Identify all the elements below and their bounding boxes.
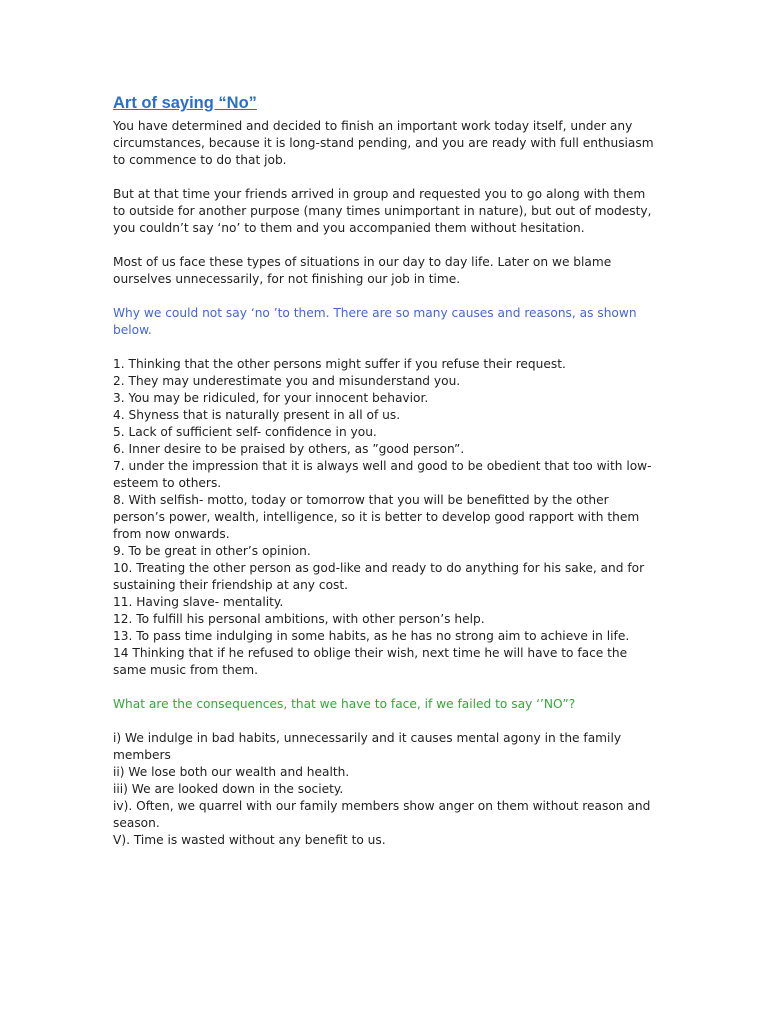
list-item: 3. You may be ridiculed, for your innocent behavior. xyxy=(113,391,429,405)
list-item: 12. To fulfill his personal ambitions, with other person’s help. xyxy=(113,612,485,626)
causes-list xyxy=(113,356,658,679)
document-title: Art of saying “No” xyxy=(113,94,257,112)
list-item: 11. Having slave- mentality. xyxy=(113,595,284,609)
list-item: i) We indulge in bad habits, unnecessarily and it causes mental agony in the family members xyxy=(113,731,622,762)
causes-heading: Why we could not say ‘no ’to them. There are so many causes and reasons, as shown below. xyxy=(113,306,637,337)
list-item: iii) We are looked down in the society. xyxy=(113,782,344,796)
list-item: 13. To pass time indulging in some habits, as he has no strong aim to achieve in life. xyxy=(113,629,630,643)
list-item: 4. Shyness that is naturally present in all of us. xyxy=(113,408,401,422)
list-item: V). Time is wasted without any benefit to us. xyxy=(113,833,386,847)
list-item: ii) We lose both our wealth and health. xyxy=(113,765,350,779)
list-item: 10. Treating the other person as god-like and ready to do anything for his sake, and for sustaining their friendship at any cost. xyxy=(113,561,645,592)
list-item: 9. To be great in other’s opinion. xyxy=(113,544,311,558)
list-item: 14 Thinking that if he refused to oblige their wish, next time he will have to face the same music from them. xyxy=(113,646,628,677)
paragraph-1: You have determined and decided to finish an important work today itself, under any circumstances, because it is long-stand pending, and you are ready with full enthusiasm to commence to do that job. xyxy=(113,119,654,167)
list-item: 1. Thinking that the other persons might suffer if you refuse their request. xyxy=(113,357,566,371)
consequences-heading: What are the consequences, that we have to face, if we failed to say ‘’NO”? xyxy=(113,697,576,711)
consequences-list xyxy=(113,730,658,849)
list-item: iv). Often, we quarrel with our family members show anger on them without reason and season. xyxy=(113,799,651,830)
list-item: 5. Lack of sufficient self- confidence in you. xyxy=(113,425,377,439)
list-item: 7. under the impression that it is always well and good to be obedient that too with low-esteem to others. xyxy=(113,459,652,490)
list-item: 8. With selfish- motto, today or tomorrow that you will be benefitted by the other person’s power, wealth, intelligence, so it is better to develop good rapport with them from now onwards. xyxy=(113,493,640,541)
document-page xyxy=(113,92,658,866)
paragraph-3: Most of us face these types of situations in our day to day life. Later on we blame ourselves unnecessarily, for not finishing our job in time. xyxy=(113,255,612,286)
list-item: 6. Inner desire to be praised by others, as ”good person”. xyxy=(113,442,465,456)
list-item: 2. They may underestimate you and misunderstand you. xyxy=(113,374,461,388)
paragraph-2: But at that time your friends arrived in group and requested you to go along with them to outside for another purpose (many times unimportant in nature), but out of modesty, you couldn’t say ‘no’ to them and you accompanied them without hesitation. xyxy=(113,187,652,235)
